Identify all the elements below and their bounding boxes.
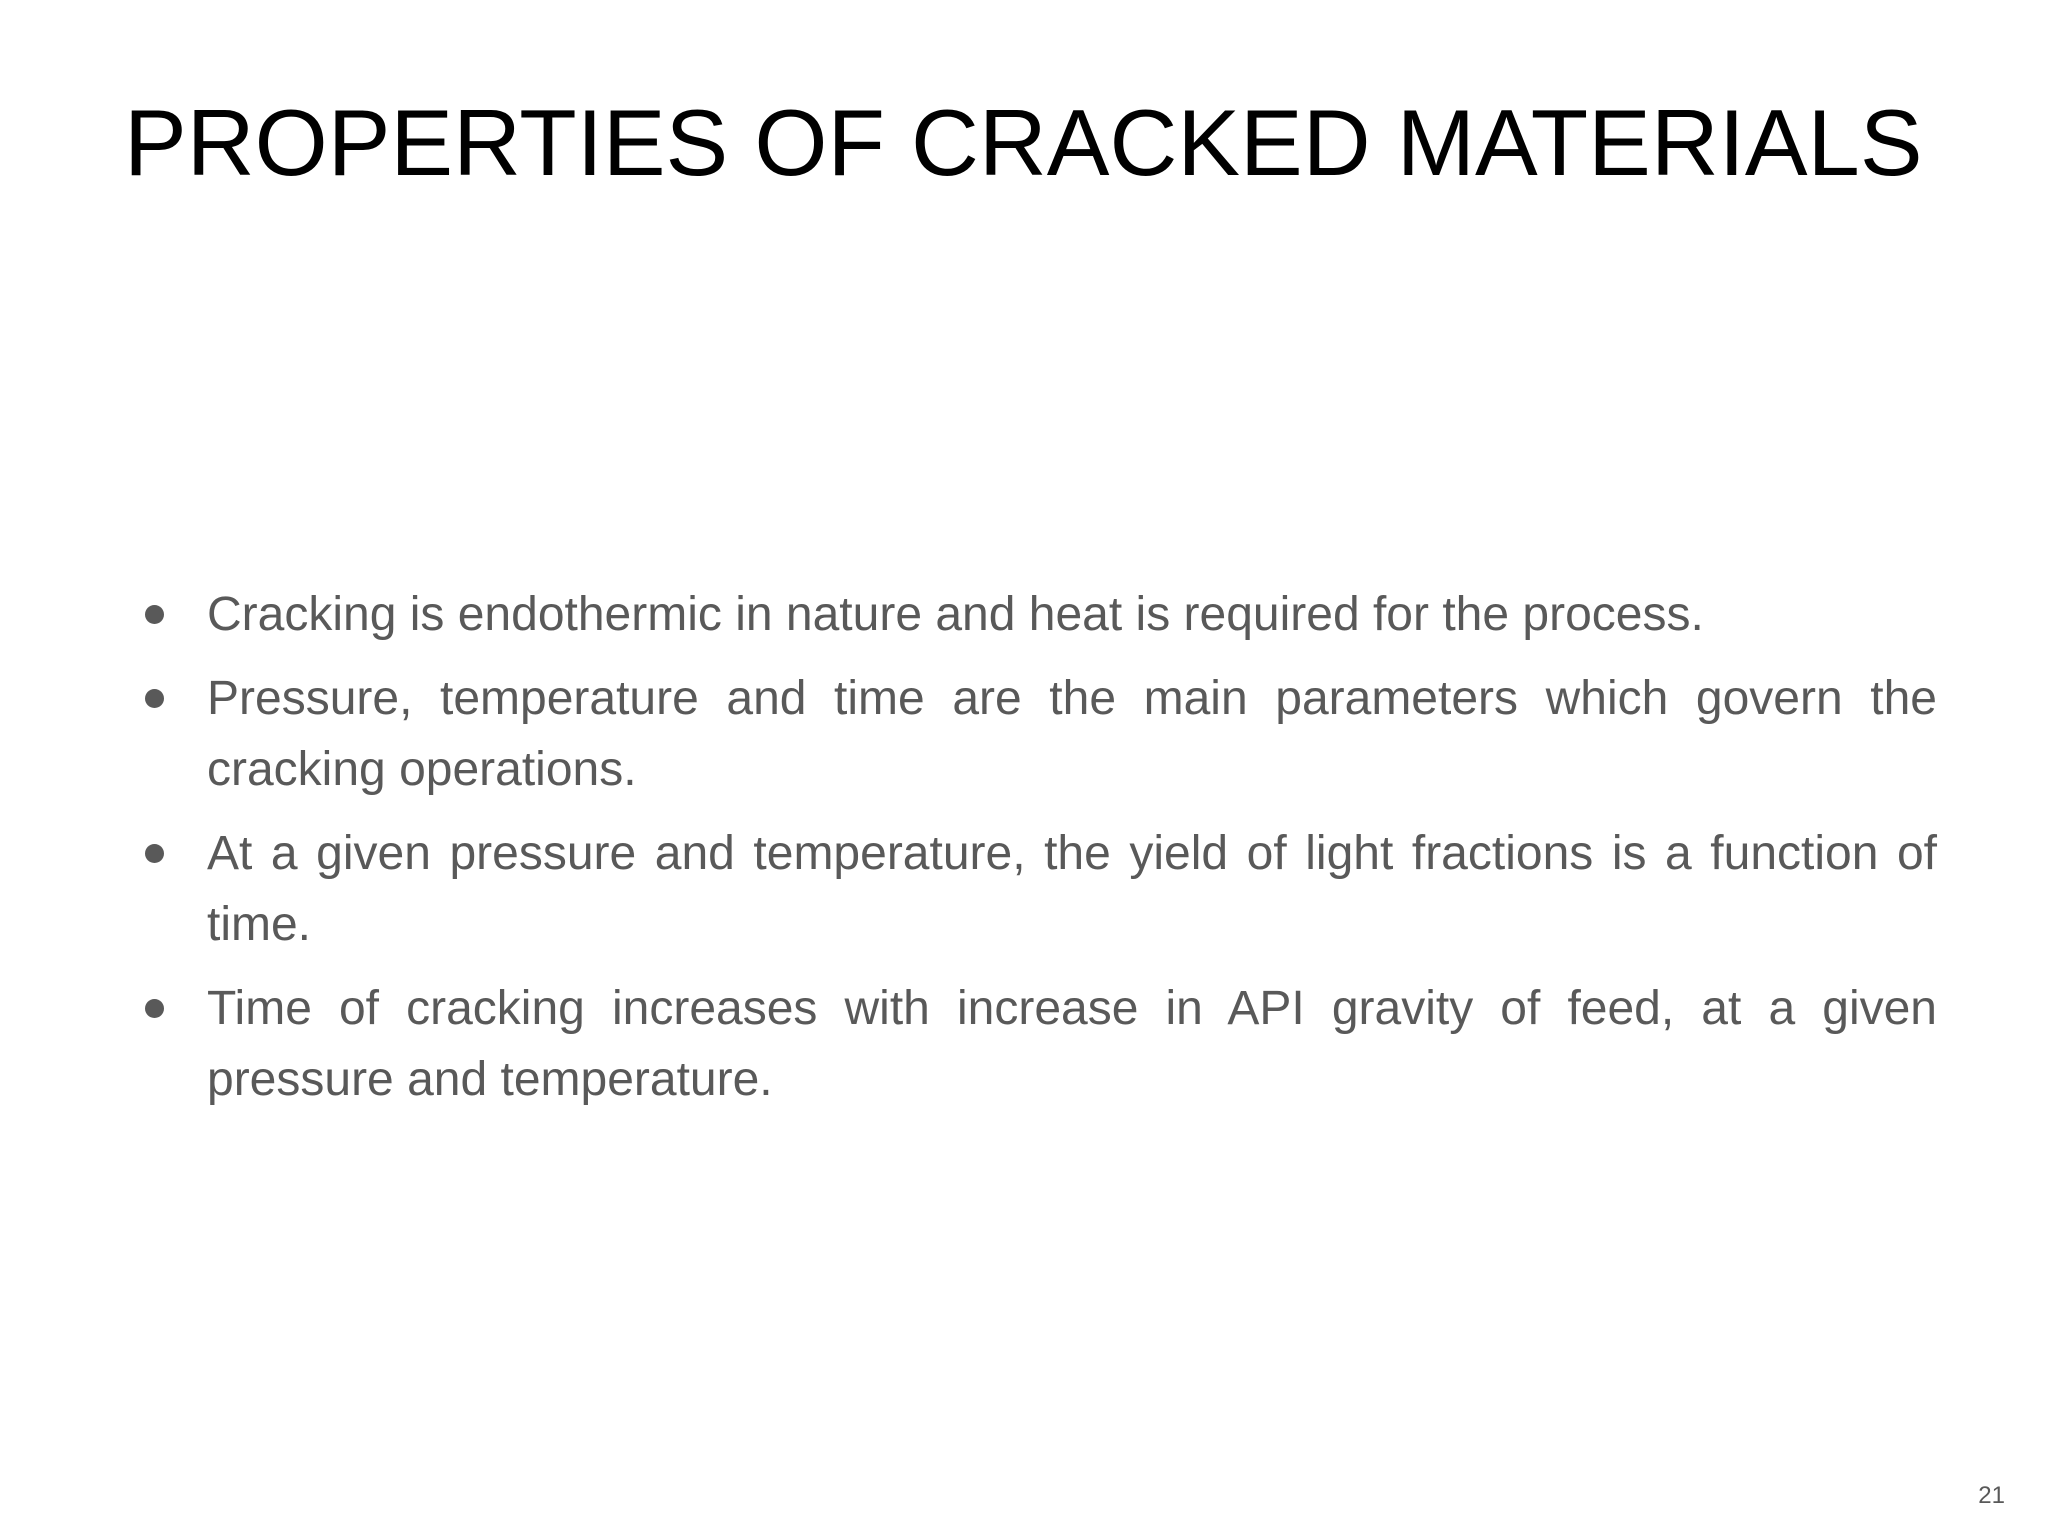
bullet-text: At a given pressure and temperature, the yield of light fractions is a function of time.	[207, 827, 1937, 951]
bullet-text: Pressure, temperature and time are the main parameters which govern the cracking operations.	[207, 672, 1937, 796]
bullet-item	[145, 973, 1937, 1115]
page-number: 21	[1978, 1482, 2005, 1509]
bullet-list	[145, 579, 1937, 1128]
slide-title: PROPERTIES OF CRACKED MATERIALS	[124, 90, 1923, 195]
bullet-dot-icon	[145, 689, 164, 708]
bullet-text: Cracking is endothermic in nature and heat is required for the process.	[207, 588, 1704, 641]
bullet-dot-icon	[145, 844, 164, 863]
bullet-item	[145, 818, 1937, 960]
bullet-dot-icon	[145, 999, 164, 1018]
bullet-text: Time of cracking increases with increase in API gravity of feed, at a given pressure and temperature.	[207, 982, 1937, 1106]
bullet-dot-icon	[145, 605, 164, 624]
bullet-item	[145, 663, 1937, 805]
bullet-item	[145, 579, 1937, 650]
